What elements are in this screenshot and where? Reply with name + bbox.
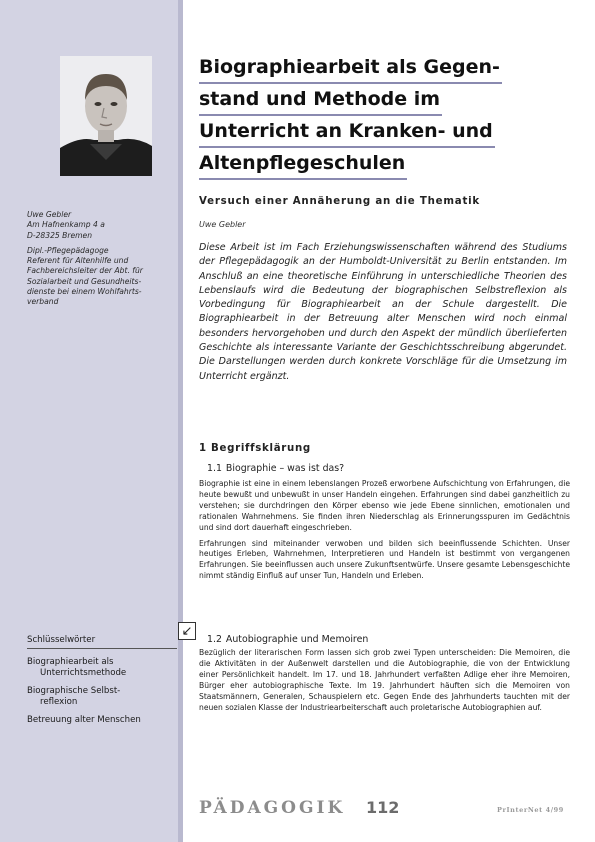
magazine-name: PÄDAGOGIK bbox=[199, 798, 346, 818]
article-abstract: Diese Arbeit ist im Fach Erziehungswissenschaften während des Studiums der Pflegepädagogik an der Humboldt-Universität zu Berlin entstanden. Im Anschluß an eine theoretische Einführung in unterschiedliche Theorien des Lebenslaufs wird die Bedeutung der biographischen Selbstreflexion als Vorbedingung für Biographiearbeit an der Schule dargestellt. Die Biographiearbeit in der Betreuung alter Menschen wird noch einmal besonders hervorgehoben und durch den Aspekt der mündlich überlieferten Geschichte als interessante Variante der Geschichtsschreibung abgerundet. Die Darstellungen werden durch konkrete Vorschläge für die Umsetzung im Unterricht ergänzt. bbox=[199, 242, 567, 382]
author-name: Uwe Gebler bbox=[27, 210, 72, 219]
keywords-box bbox=[27, 635, 177, 733]
subsection-heading bbox=[207, 463, 344, 474]
subsection-title: Biographie – was ist das? bbox=[225, 463, 345, 474]
author-photo bbox=[60, 56, 152, 176]
keywords-title: Schlüsselwörter bbox=[27, 635, 177, 649]
bio-line: Referent für Altenhilfe und bbox=[27, 256, 129, 266]
subsection-number: 1.2 bbox=[207, 634, 222, 645]
title-line: Biographiearbeit als Gegen- bbox=[199, 52, 502, 84]
page-number: 112 bbox=[366, 798, 400, 817]
article-title bbox=[199, 52, 571, 180]
keyword-line: Betreuung alter Menschen bbox=[27, 715, 141, 725]
body-text bbox=[199, 648, 570, 718]
keyword-line: Biographiearbeit als bbox=[27, 657, 114, 667]
author-street: Am Hafnenkamp 4 a bbox=[27, 220, 105, 230]
title-line: stand und Methode im bbox=[199, 84, 442, 116]
keyword-item bbox=[27, 686, 177, 708]
subsection-heading bbox=[207, 634, 368, 645]
title-line: Unterricht an Kranken- und bbox=[199, 116, 495, 148]
title-line: Altenpflegeschulen bbox=[199, 148, 407, 180]
arrow-icon: ↙ bbox=[178, 622, 196, 640]
bio-line: Sozialarbeit und Gesundheits- bbox=[27, 276, 142, 286]
keyword-item bbox=[27, 657, 177, 679]
subsection-title: Autobiographie und Memoiren bbox=[225, 634, 369, 645]
subsection-number: 1.1 bbox=[207, 463, 222, 474]
keyword-item bbox=[27, 715, 177, 726]
keyword-line: reflexion bbox=[40, 697, 78, 707]
paragraph: Erfahrungen sind miteinander verwoben und bilden sich beeinflussende Schichten. Unser heutiges Erleben, Wahrnehmen, Interpretieren und Handeln ist bestimmt von vergangenen Erfahrungen. Sie beeinflussen auch unsere Zukunftsentwürfe. Unsere gesamte Lebensgeschichte nimmt ständig Einfluß auf unser Tun, Handeln und Erleben. bbox=[199, 538, 570, 581]
section-number: 1 bbox=[199, 443, 207, 454]
issue-label: PrInterNet 4/99 bbox=[497, 806, 564, 814]
section-heading bbox=[199, 443, 311, 454]
bio-line: dienste bei einem Wohlfahrts- bbox=[27, 287, 142, 297]
author-city: D-28325 Bremen bbox=[27, 230, 93, 240]
paragraph: Bezüglich der literarischen Form lassen sich grob zwei Typen unterscheiden: Die Memoiren, die die Aktivitäten in der Außenwelt darstellen und die Autobiographie, die von der Entwicklung einer Persönlichkeit handelt. Im 17. und 18. Jahrhundert verfaßten Adlige eher ihre Memoiren, Bürger eher autobiographische Texte. Im 19. Jahrhundert häuften sich die Memoiren von Staatsmännern, Generalen, Schauspielern etc. Gegen Ende des Jahrhunderts tauchten mit der neuen sozialen Klasse der Industriearbeiterschaft auch proletarische Autobiographien auf. bbox=[199, 648, 570, 712]
bio-line: Dipl.-Pflegepädagoge bbox=[27, 245, 109, 255]
body-text bbox=[199, 479, 570, 587]
author-info bbox=[27, 210, 175, 313]
sidebar-edge bbox=[178, 0, 183, 842]
section-title: Begriffsklärung bbox=[211, 443, 311, 454]
paragraph: Biographie ist eine in einem lebenslangen Prozeß erworbene Aufschichtung von Erfahrungen, die heute bewußt und unbewußt in unser Handeln eingehen. Erfahrungen sind dabei ganzheitlich zu verstehen; sie durchdringen den Körper ebenso wie jede Ebene sinnlichen, emotionalen und rationalen Wahrnehmens. Sie finden ihren Niederschlag als Erinnerungsspuren im Gedächtnis und sind dort dauerhaft eingeschrieben. bbox=[199, 479, 570, 532]
article-author: Uwe Gebler bbox=[199, 220, 246, 229]
bio-line: Fachbereichsleiter der Abt. für bbox=[27, 266, 143, 276]
keyword-line: Biographische Selbst- bbox=[27, 686, 121, 696]
bio-line: verband bbox=[27, 297, 59, 307]
article-subtitle: Versuch einer Annäherung an die Thematik bbox=[199, 196, 480, 207]
keyword-line: Unterrichtsmethode bbox=[40, 668, 127, 678]
